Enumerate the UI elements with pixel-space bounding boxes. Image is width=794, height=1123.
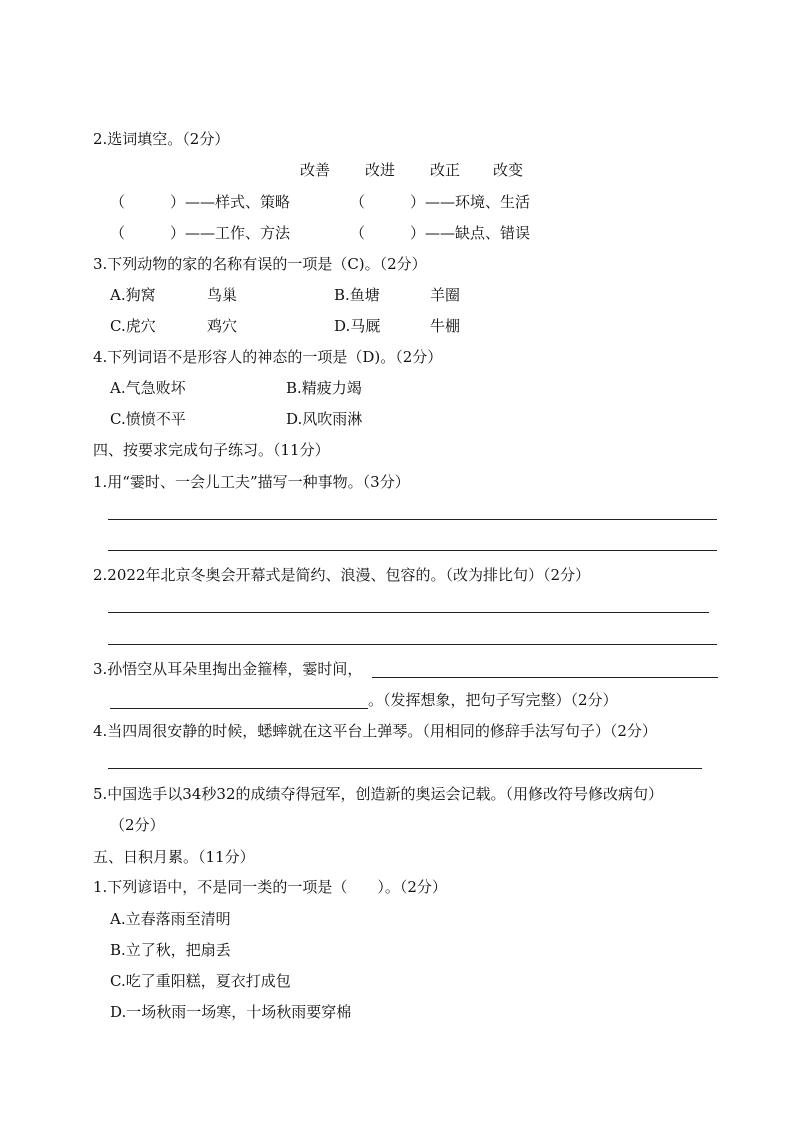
s4-q5: 5.中国选手以34秒32的成绩夺得冠军，创造新的奥运会记载。（用修改符号修改病句）	[93, 785, 663, 803]
s4-q2: 2.2022年北京冬奥会开幕式是简约、浪漫、包容的。（改为排比句）（2分）	[93, 566, 591, 584]
word-bank-1: 改善	[300, 161, 331, 179]
section-5-heading: 五、日积月累。（11分）	[93, 848, 255, 866]
s4-q3-suffix: 。（发挥想象，把句子写完整）（2分）	[368, 691, 618, 709]
s5-option-a: A.立春落雨至清明	[110, 910, 231, 928]
q3-option-a2: 鸟巢	[207, 286, 238, 304]
answer-line-s4q1-1[interactable]	[108, 519, 717, 520]
q2-title: 2.选词填空。（2分）	[93, 130, 230, 148]
fill-row-1-right: （ ）——环境、生活	[350, 193, 531, 211]
s4-q4: 4.当四周很安静的时候，蟋蟀就在这平台上弹琴。（用相同的修辞手法写句子）（2分）	[93, 722, 657, 740]
q4-title: 4.下列词语不是形容人的神态的一项是（D)。（2分）	[93, 348, 443, 366]
answer-line-s4q2-2[interactable]	[108, 644, 717, 645]
q4-option-c: C.愤愤不平	[110, 410, 186, 428]
fill-row-2-right: （ ）——缺点、错误	[350, 224, 531, 242]
s5-option-d: D.一场秋雨一场寒，十场秋雨要穿棉	[110, 1003, 352, 1021]
q4-option-b: B.精疲力竭	[286, 379, 362, 397]
word-bank-4: 改变	[493, 161, 524, 179]
s4-q3-prompt: 3.孙悟空从耳朵里掏出金箍棒，霎时间，	[93, 660, 363, 678]
s5-option-b: B.立了秋，把扇丢	[110, 941, 231, 959]
s5-q1: 1.下列谚语中，不是同一类的一项是（ ）。（2分）	[93, 878, 447, 896]
q3-option-b2: 羊圈	[430, 286, 461, 304]
q3-option-c2: 鸡穴	[207, 317, 238, 335]
word-bank-2: 改进	[365, 161, 396, 179]
q3-option-a: A.狗窝	[110, 286, 156, 304]
word-bank-3: 改正	[430, 161, 461, 179]
fill-row-1-left: （ ）——样式、策略	[110, 193, 291, 211]
q3-option-c: C.虎穴	[110, 317, 156, 335]
fill-row-2-left: （ ）——工作、方法	[110, 224, 291, 242]
answer-line-s4q3-2[interactable]	[110, 708, 368, 709]
q3-title: 3.下列动物的家的名称有误的一项是（C)。（2分）	[93, 255, 427, 273]
s5-option-c: C.吃了重阳糕，夏衣打成包	[110, 972, 291, 990]
answer-line-s4q3-1[interactable]	[372, 677, 718, 678]
s4-q1: 1.用“霎时、一会儿工夫”描写一种事物。（3分）	[93, 473, 410, 491]
answer-line-s4q2-1[interactable]	[108, 612, 709, 613]
s4-q5-score: （2分）	[110, 816, 165, 834]
q4-option-d: D.风吹雨淋	[286, 410, 363, 428]
answer-line-s4q4[interactable]	[108, 768, 702, 769]
q3-option-d: D.马厩	[334, 317, 381, 335]
q3-option-d2: 牛棚	[430, 317, 461, 335]
q4-option-a: A.气急败坏	[110, 379, 186, 397]
q3-option-b: B.鱼塘	[334, 286, 380, 304]
section-4-heading: 四、按要求完成句子练习。（11分）	[93, 441, 330, 459]
answer-line-s4q1-2[interactable]	[108, 550, 717, 551]
